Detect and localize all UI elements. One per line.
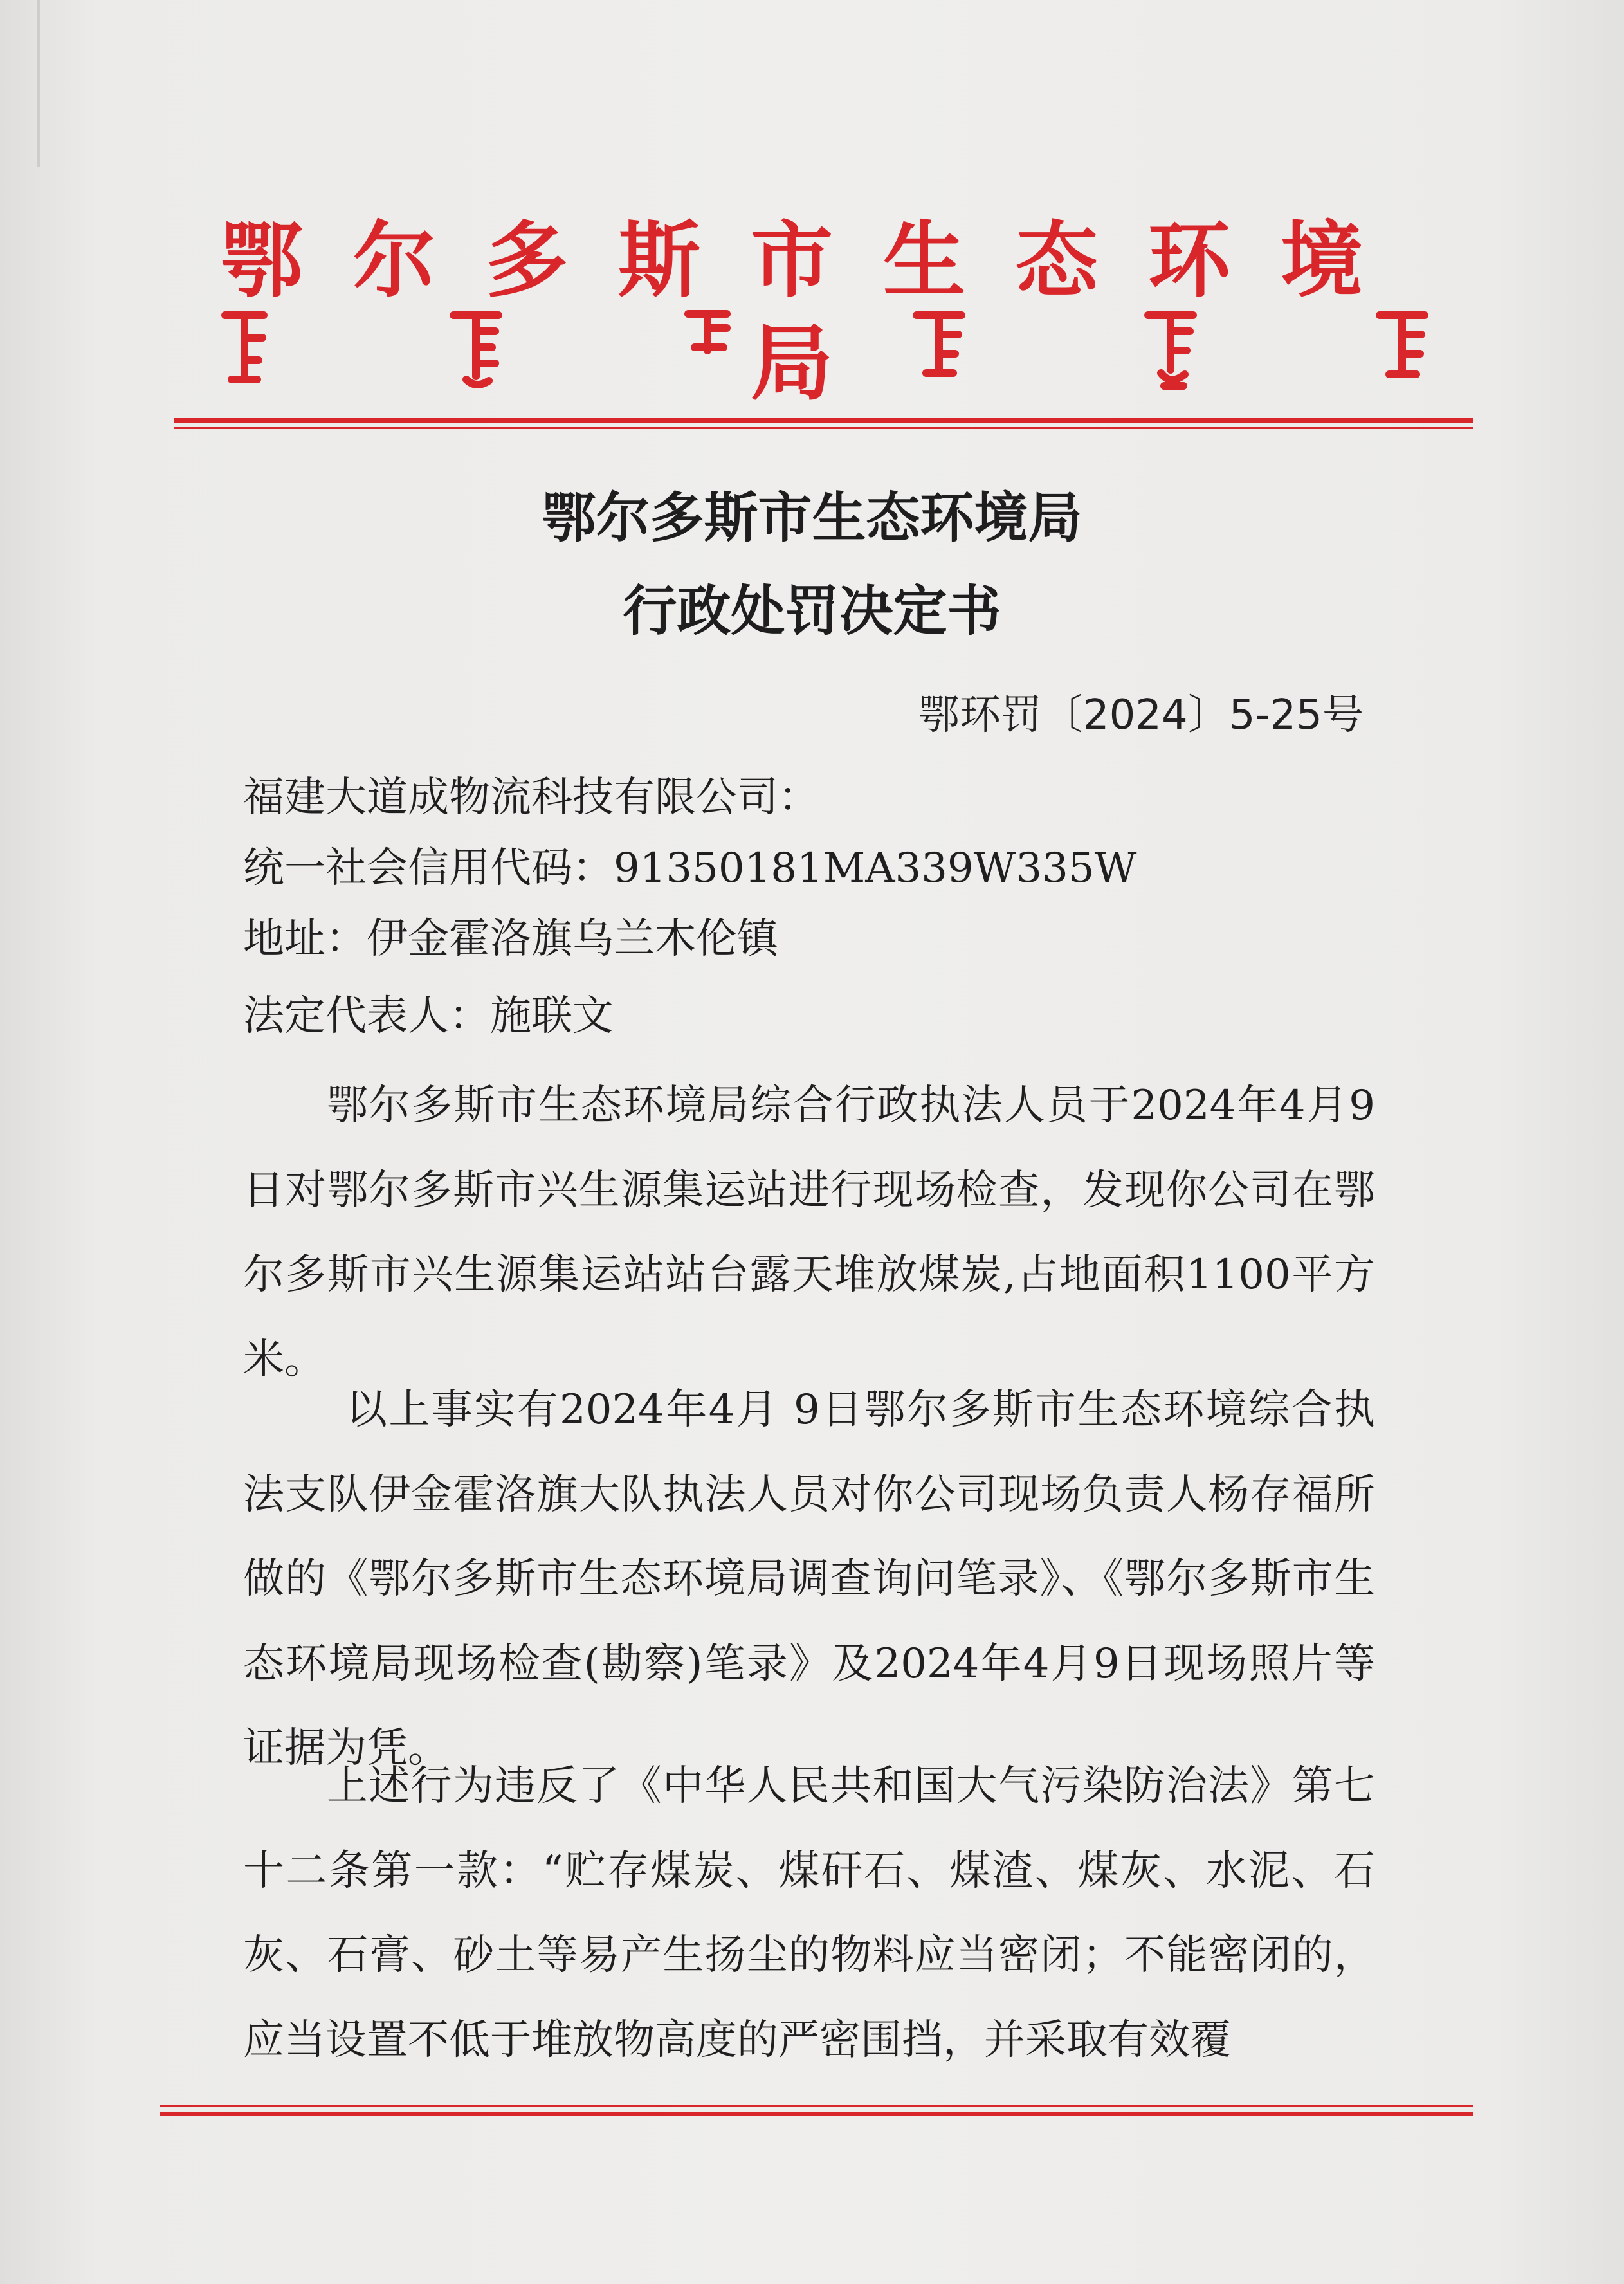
letterhead-rule-thin: [174, 427, 1473, 429]
paragraph-evidence: 以上事实有2024年4月 9日鄂尔多斯市生态环境综合执法支队伊金霍洛旗大队执法人员对你公司现场负责人杨存福所做的《鄂尔多斯市生态环境局调查询问笔录》、《鄂尔多斯市生态环境局现场检查(勘察)笔录》及2024年4月9日现场照片等证据为凭。: [243, 1386, 1375, 1772]
mongolian-word-2: [444, 302, 508, 392]
letterhead-title: 鄂尔多斯市生态环境局: [220, 212, 1413, 412]
mongolian-word-5: [1138, 302, 1203, 392]
document-title-line2: 行政处罚决定书: [623, 579, 1001, 643]
legal-rep-line: 法定代表人：施联文: [243, 992, 614, 1040]
mongolian-word-3: [675, 302, 740, 392]
paragraph-violation: 上述行为违反了《中华人民共和国大气污染防治法》第七十二条第一款：“贮存煤炭、煤矸石、煤渣、煤灰、水泥、石灰、石膏、砂土等易产生扬尘的物料应当密闭；不能密闭的，应当设置不低于堆放物高度的严密围挡，并采取有效覆: [243, 1762, 1375, 2064]
mongolian-word-4: [907, 302, 971, 392]
paragraph-facts: 鄂尔多斯市生态环境局综合行政执法人员于2024年4月9日对鄂尔多斯市兴生源集运站进行现场检查，发现你公司在鄂尔多斯市兴生源集运站站台露天堆放煤炭,占地面积1100平方米。: [243, 1082, 1375, 1384]
letterhead-mongolian-script: [212, 302, 1434, 392]
letterhead-rule-thick: [174, 418, 1473, 423]
document-number: 鄂环罚〔2024〕5-25号: [918, 691, 1364, 739]
document-title-line1: 鄂尔多斯市生态环境局: [542, 486, 1082, 549]
address-line: 地址：伊金霍洛旗乌兰木伦镇: [243, 915, 778, 963]
paper-edge: [37, 0, 40, 167]
footer-rule-thick: [160, 2112, 1473, 2116]
mongolian-word-6: [1370, 302, 1434, 392]
footer-rule-thin: [160, 2105, 1473, 2107]
mongolian-word-1: [212, 302, 277, 392]
credit-code-line: 统一社会信用代码：91350181MA339W335W: [243, 845, 1137, 892]
recipient-line: 福建大道成物流科技有限公司：: [243, 774, 819, 821]
